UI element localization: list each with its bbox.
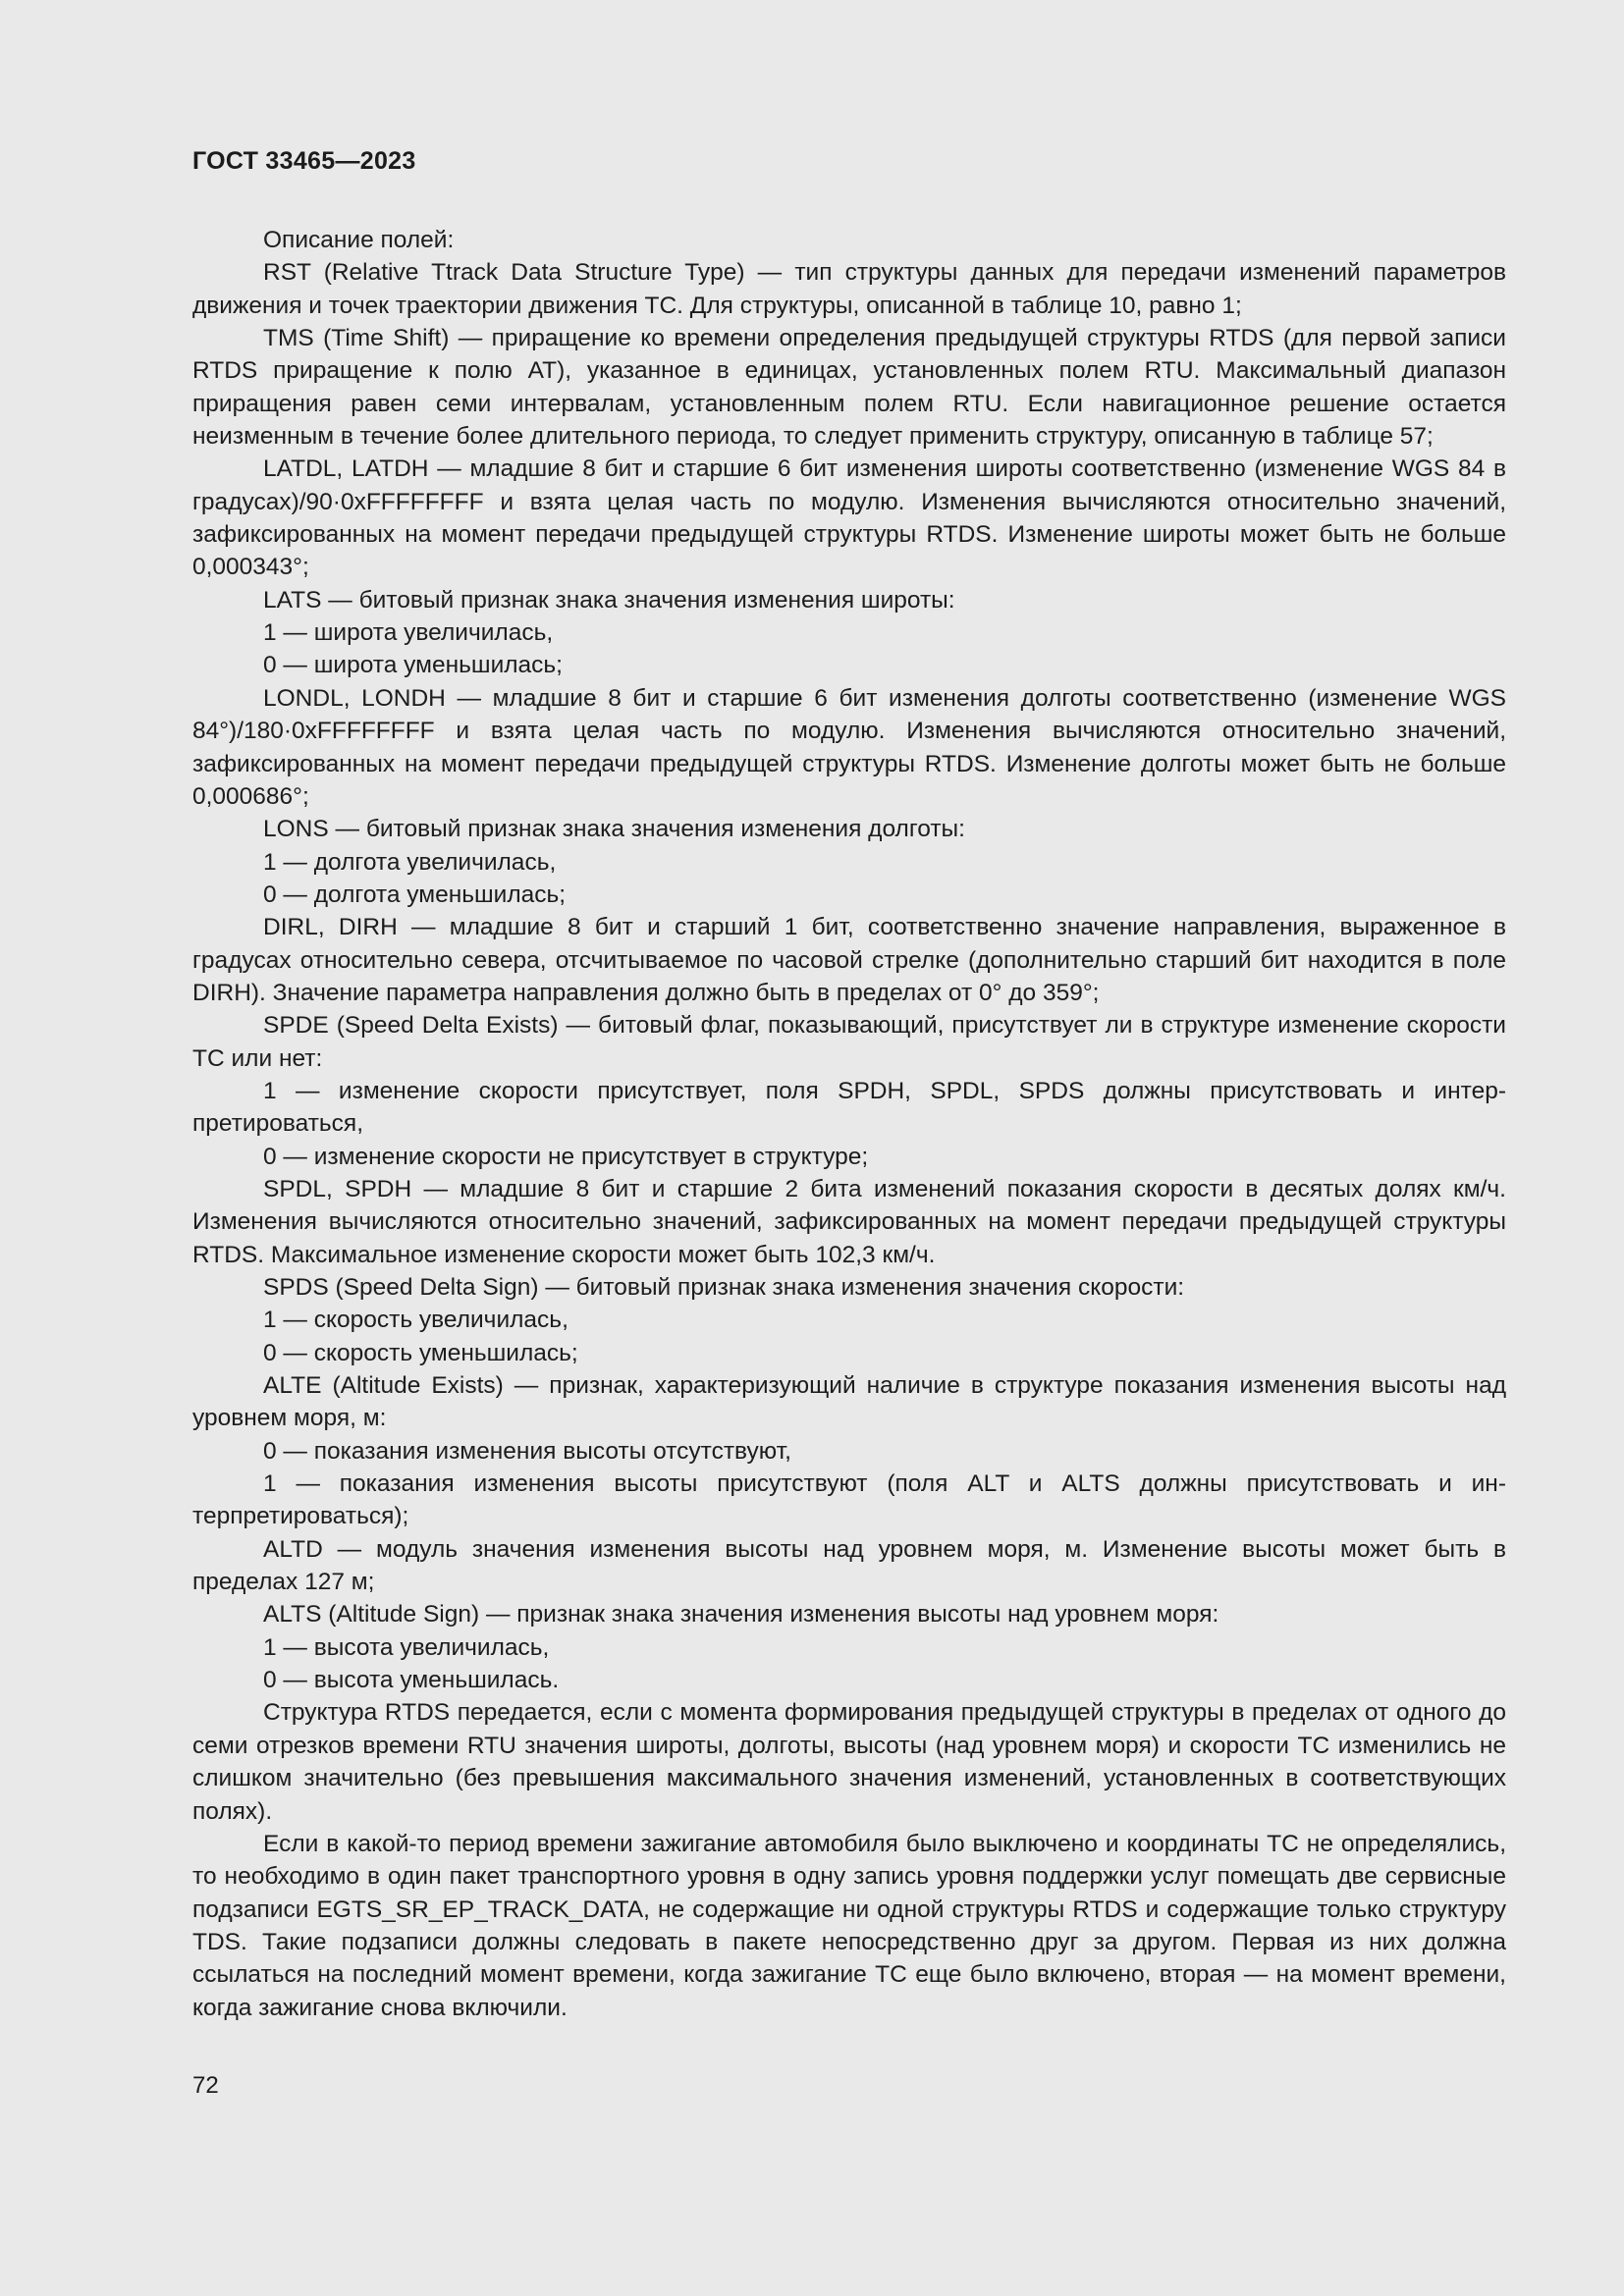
paragraph: ALTS (Altitude Sign) — признак знака значения изменения высоты над уровнем моря: <box>263 1601 1219 1629</box>
paragraph: ALTE (Altitude Exists) — признак, характеризующий наличие в структуре показания изменения высоты над уровнем моря, м: <box>192 1372 1506 1432</box>
paragraph: LATDL, LATDH — младшие 8 бит и старшие 6 бит изменения широты соответственно (изменение WGS 84 в градусах)/90·0xFFFFFFFF и взята целая часть по модулю. Изменения вычисляются относительно значений, зафиксированных на момент передачи предыдущей структуры RTDS. Изменение широты может быть не больше 0,000343°; <box>192 455 1506 581</box>
paragraph: 0 — высота уменьшилась. <box>263 1667 560 1694</box>
paragraph: Структура RTDS передается, если с момента формирования предыдущей структуры в пределах от одного до семи отрезков времени RTU значения широты, долготы, высоты (над уровнем моря) и скорости ТС изменились не слишком значительно (без превышения максимального значения изменений, установленных в соответствующих полях). <box>192 1699 1506 1825</box>
paragraph: SPDS (Speed Delta Sign) — битовый признак знака изменения значения скорости: <box>263 1274 1185 1301</box>
page-number: 72 <box>192 2072 219 2099</box>
paragraph: 1 — показания изменения высоты присутствуют (поля ALT и ALTS должны присутствовать и интерпретироваться); <box>192 1470 1506 1530</box>
paragraph: 1 — скорость увеличилась, <box>263 1307 568 1334</box>
paragraph: SPDL, SPDH — младшие 8 бит и старшие 2 бита изменений показания скорости в десятых долях км/ч. Изменения вычисляются относительно значений, зафиксированных на момент передачи предыдущей структуры RTDS. Максимальное изменение скорости может быть 102,3 км/ч. <box>192 1175 1506 1268</box>
paragraph: 1 — изменение скорости присутствует, поля SPDH, SPDL, SPDS должны присутствовать и интерпретироваться, <box>192 1077 1506 1138</box>
paragraph: Если в какой-то период времени зажигание автомобиля было выключено и координаты ТС не определялись, то необходимо в один пакет транспортного уровня в одну запись уровня поддержки услуг помещать две сервисные подзаписи EGTS_SR_EP_TRACK_DATA, не содержащие ни одной структуры RTDS и содержащие только структуру TDS. Такие подзаписи должны следовать в пакете непосредственно друг за другом. Первая из них должна ссылаться на последний момент времени, когда зажигание ТС еще было включено, вторая — на момент времени, когда зажигание снова включили. <box>192 1830 1506 2021</box>
paragraph: 1 — высота увеличилась, <box>263 1633 550 1661</box>
paragraph: 0 — долгота уменьшилась; <box>263 881 567 908</box>
paragraph: 0 — скорость уменьшилась; <box>263 1339 578 1366</box>
paragraph: 0 — изменение скорости не присутствует в структуре; <box>263 1143 869 1170</box>
paragraph: 1 — широта увеличилась, <box>263 619 554 647</box>
paragraph: LONDL, LONDH — младшие 8 бит и старшие 6 бит изменения долготы соответственно (изменение WGS 84°)/180·0xFFFFFFFF и взята целая часть по модулю. Изменения вычисляются относительно значений, зафиксированных на момент передачи предыдущей структуры RTDS. Изменение долготы может быть не больше 0,000686°; <box>192 684 1506 810</box>
paragraph: 0 — показания изменения высоты отсутствуют, <box>263 1437 791 1465</box>
paragraph: SPDE (Speed Delta Exists) — битовый флаг, показывающий, присутствует ли в структуре изменение скорости ТС или нет: <box>192 1012 1506 1072</box>
paragraph: LONS — битовый признак знака значения изменения долготы: <box>263 816 965 843</box>
body-text <box>192 224 1506 2024</box>
paragraph: Описание полей: <box>263 227 455 253</box>
paragraph: 1 — долгота увеличилась, <box>263 848 557 876</box>
paragraph: RST (Relative Ttrack Data Structure Type) — тип структуры данных для передачи изменений параметров движения и точек траектории движения ТС. Для структуры, описанной в таблице 10, равно 1; <box>192 259 1506 319</box>
paragraph: DIRL, DIRH — младшие 8 бит и старший 1 бит, соответственно значение направления, выраженное в градусах относительно севера, отсчитываемое по часовой стрелке (дополнительно старший бит находится в поле DIRH). Значение параметра направления должно быть в пределах от 0° до 359°; <box>192 914 1506 1006</box>
paragraph: LATS — битовый признак знака значения изменения широты: <box>263 586 955 614</box>
paragraph: TMS (Time Shift) — приращение ко времени определения предыдущей структуры RTDS (для первой записи RTDS приращение к полю AT), указанное в единицах, установленных полем RTU. Максимальный диапазон приращения равен семи интервалам, установленным полем RTU. Если навигационное решение остается неизменным в течение более длительного периода, то следует применить структуру, описанную в таблице 57; <box>192 325 1506 451</box>
standard-header: ГОСТ 33465—2023 <box>192 147 416 175</box>
paragraph: 0 — широта уменьшилась; <box>263 652 563 679</box>
paragraph: ALTD — модуль значения изменения высоты над уровнем моря, м. Изменение высоты может быть в пределах 127 м; <box>192 1535 1506 1596</box>
